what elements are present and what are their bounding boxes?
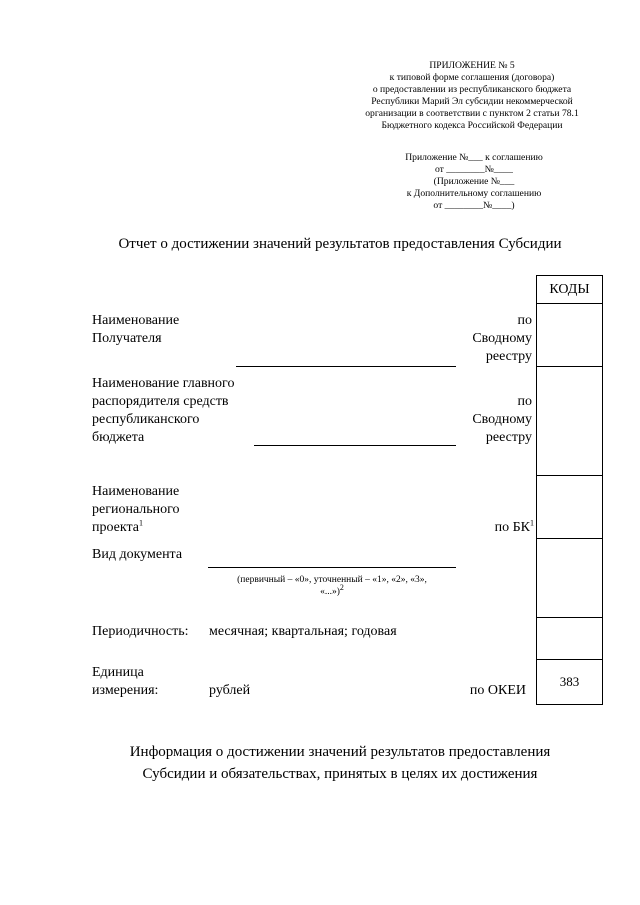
codes-divider xyxy=(537,617,602,618)
codes-divider xyxy=(537,475,602,476)
footnote-mark: 2 xyxy=(339,582,344,592)
document-type-label: Вид документа xyxy=(92,547,183,562)
info-section-title: Информация о достижении значений результатов предоставления Субсидии и обязательствах, принятых в целях их достижения xyxy=(129,744,551,782)
report-title: Отчет о достижении значений результатов предоставления Субсидии xyxy=(118,236,562,252)
agreement-line: от ________№____) xyxy=(433,200,515,212)
annex-line: Республики Марий Эл субсидии некоммерческой xyxy=(371,96,573,108)
periodicity-label: Периодичность: xyxy=(92,624,189,639)
codes-divider xyxy=(537,538,602,539)
annex-line: к типовой форме соглашения (договора) xyxy=(389,72,555,84)
okei-label: по ОКЕИ xyxy=(469,683,526,698)
agreement-line: от ________№____ xyxy=(435,164,513,176)
annex-header xyxy=(340,60,604,133)
footnote-mark: 1 xyxy=(139,518,143,528)
agreement-line: к Дополнительному соглашению xyxy=(406,188,542,200)
recipient-registry-label: по Сводному реестру xyxy=(472,313,532,364)
document-type-line[interactable] xyxy=(208,567,456,568)
okei-code-value: 383 xyxy=(559,674,580,689)
codes-divider xyxy=(537,366,602,367)
main-manager-line[interactable] xyxy=(254,445,456,446)
annex-line: ПРИЛОЖЕНИЕ № 5 xyxy=(429,60,515,71)
annex-line: Бюджетного кодекса Российской Федерации xyxy=(381,120,563,132)
unit-label: Единица измерения: xyxy=(92,665,159,698)
recipient-label: Наименование Получателя xyxy=(92,313,180,346)
codes-divider xyxy=(537,659,602,660)
codes-header: КОДЫ xyxy=(537,276,602,304)
agreement-line: Приложение №___ к соглашению xyxy=(405,152,543,163)
main-manager-label: Наименование главного распорядителя средств республиканского бюджета xyxy=(92,376,235,445)
agreement-reference xyxy=(366,152,582,212)
agreement-line: (Приложение №___ xyxy=(433,176,515,188)
regional-project-bk-label: по $БК^1$ xyxy=(494,518,534,535)
annex-line: организации в соответствии с пунктом 2 статьи 78.1 xyxy=(365,108,579,120)
document-type-note: (первичный – «0», уточненный – «1», «2», «3», «...»)$^2$ xyxy=(237,575,427,597)
recipient-line[interactable] xyxy=(236,366,456,367)
footnote-mark: 1 xyxy=(530,518,534,528)
annex-line: о предоставлении из республиканского бюджета xyxy=(372,84,572,96)
periodicity-value: месячная; квартальная; годовая xyxy=(209,624,397,639)
main-manager-registry-label: по Сводному реестру xyxy=(472,394,532,445)
codes-column xyxy=(536,275,603,705)
unit-value: рублей xyxy=(209,683,251,698)
regional-project-label: Наименование регионального проекта$^1$ xyxy=(92,484,180,535)
